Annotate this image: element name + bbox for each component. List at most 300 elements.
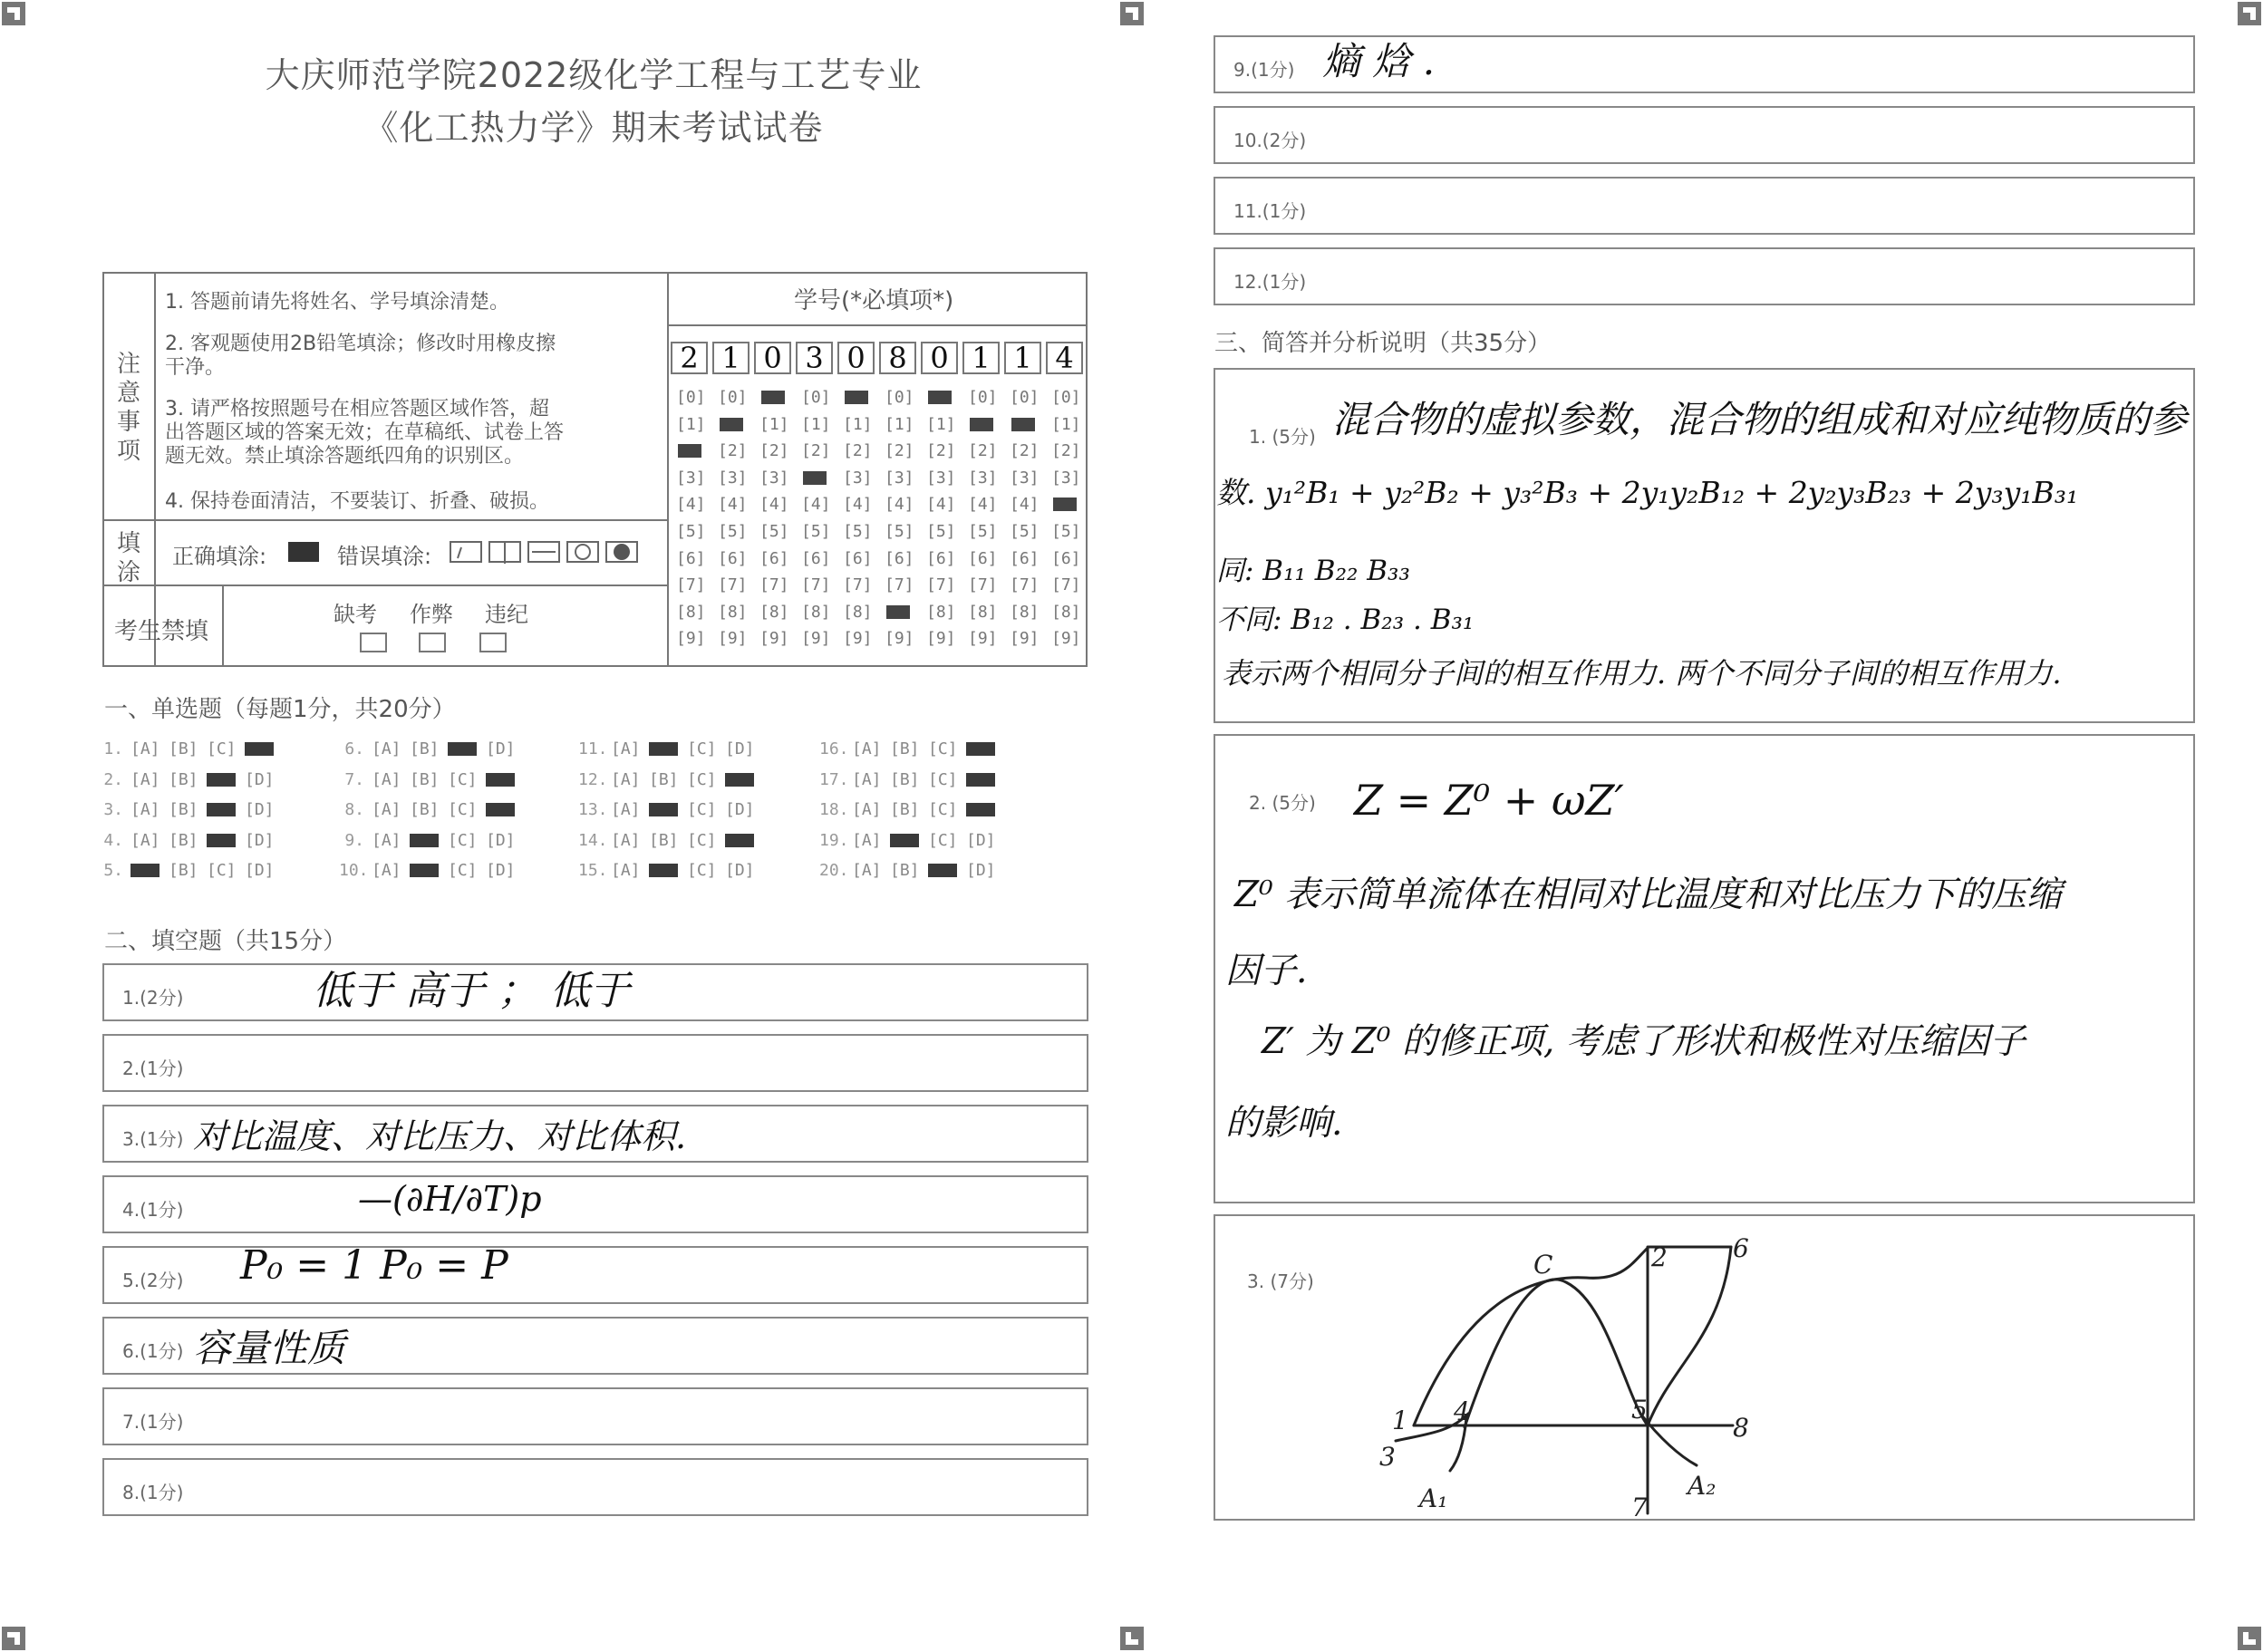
id-bubble[interactable]: [5]	[759, 522, 789, 541]
notice-item-3b: 出答题区域的答案无效；在草稿纸、试卷上答	[165, 421, 565, 444]
mc-option[interactable]	[890, 831, 920, 850]
mc-option[interactable]: [A]	[372, 769, 401, 789]
id-bubble[interactable]: [6]	[801, 548, 831, 568]
correct-fill-label: 正确填涂:	[172, 544, 267, 569]
mc-option[interactable]: [C]	[448, 800, 478, 819]
fill-answer-box	[102, 1175, 1088, 1233]
student-id-digit: 1	[962, 342, 1000, 374]
id-bubble[interactable]: [9]	[676, 629, 706, 649]
registration-mark-top-center	[1118, 0, 1146, 27]
mc-option[interactable]	[245, 739, 275, 758]
mc-option[interactable]: [C]	[928, 800, 958, 819]
id-bubble[interactable]: [6]	[843, 548, 873, 568]
mc-option[interactable]	[649, 861, 679, 880]
id-bubble[interactable]: [9]	[1010, 629, 1040, 649]
id-bubble[interactable]: [7]	[885, 575, 914, 595]
mc-option[interactable]: [C]	[928, 769, 958, 789]
mc-option[interactable]	[649, 800, 679, 819]
mc-option[interactable]: [B]	[890, 769, 920, 789]
mc-option[interactable]	[207, 831, 237, 850]
wrong-fill-label: 错误填涂:	[337, 544, 432, 569]
fill-item-label: 5.(2分)	[122, 1270, 184, 1291]
id-bubble[interactable]: [1]	[1051, 414, 1081, 434]
mc-option[interactable]: [A]	[611, 861, 641, 880]
id-bubble[interactable]: [7]	[676, 575, 706, 595]
mc-option[interactable]: [C]	[448, 769, 478, 789]
id-bubble[interactable]: [1]	[676, 414, 706, 434]
student-id-digit: 4	[1046, 342, 1083, 374]
registration-mark-top-left	[0, 0, 27, 27]
id-bubble[interactable]	[843, 388, 873, 407]
mc-option[interactable]: [B]	[169, 861, 198, 880]
fill-item-answer: 对比温度、对比压力、对比体积.	[193, 1116, 687, 1156]
essay-q2-label: 2. (5分)	[1249, 792, 1316, 814]
id-bubble[interactable]: [4]	[968, 495, 998, 515]
id-bubble[interactable]: [4]	[843, 495, 873, 515]
fill-item-label: 4.(1分)	[122, 1199, 184, 1221]
id-bubble[interactable]: [6]	[1010, 548, 1040, 568]
fill-label: 填涂	[116, 530, 140, 586]
exam-title-line1: 大庆师范学院2022级化学工程与工艺专业	[265, 55, 923, 95]
id-label-divider	[669, 324, 1088, 326]
id-bubble[interactable]	[926, 388, 956, 407]
mc-option[interactable]: [C]	[928, 830, 958, 850]
mc-question-number: 4.	[103, 830, 123, 850]
id-bubble[interactable]: [6]	[968, 548, 998, 568]
mc-option[interactable]: [D]	[725, 800, 755, 819]
mc-question-number: 5.	[103, 861, 123, 880]
id-bubble[interactable]: [3]	[926, 468, 956, 488]
id-bubble[interactable]: [4]	[759, 495, 789, 515]
mc-question-number: 6.	[344, 739, 364, 758]
id-bubble[interactable]: [7]	[968, 575, 998, 595]
mc-question-number: 1.	[103, 739, 123, 758]
id-bubble[interactable]: [8]	[968, 602, 998, 622]
section1-title: 一、单选题（每题1分，共20分）	[104, 696, 456, 723]
id-bubble[interactable]: [1]	[759, 414, 789, 434]
proctor-divider	[222, 584, 224, 667]
mc-option[interactable]: [A]	[852, 861, 882, 880]
mc-option[interactable]	[966, 770, 996, 789]
pv-label-8: 8	[1733, 1413, 1749, 1443]
mc-question-number: 3.	[103, 800, 123, 819]
mc-question-number: 2.	[103, 769, 123, 789]
essay-q2-line1: Z = Z⁰ + ωZ′	[1354, 776, 1624, 825]
id-bubble[interactable]	[1051, 495, 1081, 514]
id-bubble[interactable]: [5]	[926, 522, 956, 541]
pv-label-7: 7	[1631, 1493, 1648, 1516]
mc-option[interactable]	[207, 800, 237, 819]
proctor-label: 考生禁填	[114, 618, 209, 645]
mc-option[interactable]	[725, 831, 755, 850]
fill-item-label: 12.(1分)	[1233, 271, 1307, 293]
mc-option[interactable]: [A]	[852, 800, 882, 819]
id-bubble[interactable]: [3]	[718, 468, 748, 488]
student-id-digit: 0	[837, 342, 875, 374]
student-id-label: 学号(*必填项*)	[794, 287, 954, 314]
notice-divider	[154, 272, 156, 667]
student-id-digit: 2	[671, 342, 708, 374]
mc-option[interactable]: [A]	[372, 800, 401, 819]
mc-option[interactable]: [C]	[448, 830, 478, 850]
registration-mark-bottom-right	[2236, 1625, 2263, 1652]
mc-question-number: 11.	[578, 739, 608, 758]
id-bubble[interactable]	[885, 603, 914, 622]
id-bubble[interactable]: [4]	[926, 495, 956, 515]
mc-question-number: 15.	[578, 861, 608, 880]
mc-option[interactable]: [D]	[486, 739, 516, 758]
fill-answer-box	[102, 1242, 1088, 1304]
id-divider	[667, 272, 669, 667]
fill-answer-box	[102, 1458, 1088, 1516]
id-bubble[interactable]: [5]	[885, 522, 914, 541]
mc-option[interactable]: [D]	[486, 830, 516, 850]
fill-item-label: 2.(1分)	[122, 1058, 184, 1079]
id-bubble[interactable]: [5]	[801, 522, 831, 541]
mc-option[interactable]: [B]	[169, 800, 198, 819]
fill-item-label: 8.(1分)	[122, 1482, 184, 1503]
wrong-fill-examples	[449, 540, 643, 567]
section3-title: 三、简答并分析说明（共35分）	[1214, 330, 1552, 357]
id-bubble[interactable]: [7]	[1051, 575, 1081, 595]
mc-option[interactable]: [C]	[687, 800, 717, 819]
notice-item-2b: 干净。	[165, 356, 226, 379]
mc-question-number: 9.	[344, 830, 364, 850]
mc-question-number: 19.	[819, 830, 849, 850]
id-bubble[interactable]: [5]	[1051, 522, 1081, 541]
id-bubble[interactable]: [6]	[885, 548, 914, 568]
fill-answer-box	[102, 1317, 1088, 1375]
id-bubble[interactable]: [2]	[885, 441, 914, 461]
id-bubble[interactable]: [0]	[968, 388, 998, 407]
essay-q2-line3: 因子.	[1225, 951, 1308, 991]
id-bubble[interactable]: [9]	[968, 629, 998, 649]
mc-question-number: 16.	[819, 739, 849, 758]
fill-item-answer: 低于 高于 ； 低于	[313, 968, 630, 1014]
fill-answer-box	[1214, 35, 2195, 93]
id-bubble[interactable]: [4]	[676, 495, 706, 515]
essay-q1-line1: 混合物的虚拟参数，混合物的组成和对应纯物质的参	[1332, 398, 2187, 441]
fill-answer-box	[1214, 247, 2195, 305]
fill-answer-box	[102, 1387, 1088, 1445]
mc-question-number: 12.	[578, 769, 608, 789]
id-bubble[interactable]: [6]	[1051, 548, 1081, 568]
id-bubble[interactable]: [5]	[968, 522, 998, 541]
mc-option[interactable]: [A]	[852, 739, 882, 758]
mc-option[interactable]: [A]	[372, 861, 401, 880]
fill-answer-box	[1214, 177, 2195, 235]
id-bubble[interactable]: [2]	[968, 441, 998, 461]
mc-question-number: 14.	[578, 830, 608, 850]
id-bubble[interactable]: [0]	[801, 388, 831, 407]
essay-q1-line3: 同: B₁₁ B₂₂ B₃₃	[1216, 555, 1410, 587]
id-bubble[interactable]: [2]	[1051, 441, 1081, 461]
fill-item-answer: 容量性质	[193, 1326, 346, 1370]
id-bubble[interactable]: [2]	[1010, 441, 1040, 461]
mc-question-number: 8.	[344, 800, 364, 819]
id-bubble[interactable]: [7]	[801, 575, 831, 595]
id-bubble[interactable]: [3]	[885, 468, 914, 488]
id-bubble[interactable]	[801, 469, 831, 488]
essay-q1-line2: 数. y₁²B₁ + y₂²B₂ + y₃²B₃ + 2y₁y₂B₁₂ + 2y₂y₃B₂₃ + 2y₃y₁B₃₁	[1216, 475, 2079, 510]
id-bubble[interactable]: [6]	[926, 548, 956, 568]
fill-proctor-divider	[102, 584, 669, 586]
mc-option[interactable]: [A]	[611, 800, 641, 819]
id-bubble[interactable]: [8]	[1010, 602, 1040, 622]
fill-item-answer: 熵 焓 .	[1322, 39, 1436, 83]
id-bubble[interactable]: [6]	[759, 548, 789, 568]
mc-option[interactable]: [D]	[245, 769, 275, 789]
mc-option[interactable]: [A]	[131, 800, 160, 819]
mc-option[interactable]	[410, 861, 440, 880]
id-bubble[interactable]: [4]	[718, 495, 748, 515]
fill-item-label: 9.(1分)	[1233, 59, 1295, 81]
mc-option[interactable]	[649, 739, 679, 758]
id-bubble[interactable]: [1]	[926, 414, 956, 434]
id-bubble[interactable]: [4]	[1010, 495, 1040, 515]
id-bubble[interactable]: [1]	[843, 414, 873, 434]
proctor-cheating-box[interactable]	[419, 633, 446, 652]
essay-q2-line2: Z⁰ 表示简单流体在相同对比温度和对比压力下的压缩	[1234, 874, 2063, 915]
mc-option[interactable]: [A]	[611, 769, 641, 789]
id-bubble[interactable]: [9]	[718, 629, 748, 649]
student-id-digit: 3	[796, 342, 833, 374]
id-bubble[interactable]: [4]	[801, 495, 831, 515]
mc-option[interactable]: [D]	[245, 861, 275, 880]
fill-item-label: 6.(1分)	[122, 1340, 184, 1362]
essay-q1-line5: 表示两个相同分子间的相互作用力. 两个不同分子间的相互作用力.	[1222, 656, 2062, 691]
mc-question-number: 17.	[819, 769, 849, 789]
id-bubble[interactable]	[759, 388, 789, 407]
mc-option[interactable]: [C]	[687, 769, 717, 789]
mc-option[interactable]: [D]	[966, 861, 996, 880]
mc-option[interactable]: [D]	[245, 800, 275, 819]
exam-title-line2: 《化工热力学》期末考试试卷	[363, 108, 824, 148]
registration-mark-bottom-center	[1118, 1625, 1146, 1652]
fill-item-label: 7.(1分)	[122, 1411, 184, 1433]
registration-mark-bottom-left	[0, 1625, 27, 1652]
id-bubble[interactable]: [9]	[843, 629, 873, 649]
fill-item-answer: P₀ = 1 P₀ = P	[240, 1242, 508, 1289]
id-bubble[interactable]: [0]	[718, 388, 748, 407]
fill-answer-box	[102, 963, 1088, 1021]
student-id-digit: 0	[754, 342, 791, 374]
id-bubble[interactable]: [7]	[759, 575, 789, 595]
id-bubble[interactable]: [1]	[885, 414, 914, 434]
mc-option[interactable]	[131, 861, 160, 880]
id-bubble[interactable]: [9]	[885, 629, 914, 649]
mc-option[interactable]: [A]	[852, 769, 882, 789]
section2-title: 二、填空题（共15分）	[104, 928, 347, 955]
id-bubble[interactable]: [3]	[1051, 468, 1081, 488]
mc-option[interactable]: [B]	[890, 800, 920, 819]
id-bubble[interactable]: [8]	[801, 602, 831, 622]
mc-option[interactable]: [A]	[131, 769, 160, 789]
essay-q1-label: 1. (5分)	[1249, 426, 1316, 448]
mc-option[interactable]: [B]	[169, 830, 198, 850]
mc-question-number: 10.	[339, 861, 369, 880]
id-bubble[interactable]: [0]	[885, 388, 914, 407]
id-bubble[interactable]: [9]	[759, 629, 789, 649]
mc-option[interactable]: [C]	[207, 861, 237, 880]
mc-option[interactable]: [B]	[649, 769, 679, 789]
id-bubble[interactable]: [9]	[1051, 629, 1081, 649]
mc-option[interactable]	[486, 800, 516, 819]
mc-option[interactable]: [A]	[611, 830, 641, 850]
id-bubble[interactable]: [3]	[759, 468, 789, 488]
mc-option[interactable]: [B]	[410, 739, 440, 758]
mc-option[interactable]: [B]	[890, 739, 920, 758]
id-bubble[interactable]: [9]	[926, 629, 956, 649]
mc-option[interactable]: [C]	[207, 739, 237, 758]
proctor-violation-box[interactable]	[479, 633, 507, 652]
mc-option[interactable]: [A]	[372, 830, 401, 850]
id-bubble[interactable]: [1]	[801, 414, 831, 434]
mc-option[interactable]	[928, 861, 958, 880]
mc-option[interactable]	[966, 739, 996, 758]
mc-question-number: 18.	[819, 800, 849, 819]
id-bubble[interactable]: [3]	[676, 468, 706, 488]
essay-q2-line4: Z′ 为 Z⁰ 的修正项, 考虑了形状和极性对压缩因子	[1262, 1021, 2026, 1062]
mc-option[interactable]	[725, 770, 755, 789]
id-bubble[interactable]: [7]	[843, 575, 873, 595]
mc-option[interactable]: [A]	[611, 739, 641, 758]
id-bubble[interactable]: [0]	[676, 388, 706, 407]
id-bubble[interactable]: [8]	[759, 602, 789, 622]
id-bubble[interactable]: [8]	[926, 602, 956, 622]
mc-question-number: 7.	[344, 769, 364, 789]
fill-item-label: 3.(1分)	[122, 1128, 184, 1150]
mc-option[interactable]	[207, 770, 237, 789]
id-bubble[interactable]: [3]	[1010, 468, 1040, 488]
mc-option[interactable]: [D]	[725, 739, 755, 758]
proctor-cheating: 作弊	[410, 602, 453, 627]
id-bubble[interactable]: [4]	[885, 495, 914, 515]
correct-fill-example	[288, 542, 319, 562]
id-bubble[interactable]: [2]	[801, 441, 831, 461]
id-bubble[interactable]: [8]	[718, 602, 748, 622]
id-bubble[interactable]: [7]	[926, 575, 956, 595]
fill-item-answer: —(∂H/∂T)p	[358, 1179, 542, 1219]
notice-item-2: 2. 客观题使用2B铅笔填涂；修改时用橡皮擦	[165, 333, 556, 355]
mc-option[interactable]: [A]	[372, 739, 401, 758]
pv-label-5: 5	[1631, 1395, 1648, 1425]
pv-label-C: C	[1533, 1250, 1553, 1280]
mc-option[interactable]: [B]	[169, 769, 198, 789]
id-bubble[interactable]: [5]	[843, 522, 873, 541]
mc-option[interactable]: [B]	[890, 861, 920, 880]
pv-label-1: 1	[1392, 1406, 1408, 1435]
mc-option[interactable]: [C]	[448, 861, 478, 880]
id-bubble[interactable]: [8]	[843, 602, 873, 622]
student-id-digit: 8	[879, 342, 916, 374]
id-bubble[interactable]: [6]	[718, 548, 748, 568]
id-bubble[interactable]	[968, 415, 998, 434]
mc-option[interactable]: [C]	[687, 861, 717, 880]
mc-option[interactable]	[486, 770, 516, 789]
id-bubble[interactable]	[676, 441, 706, 460]
id-bubble[interactable]: [2]	[718, 441, 748, 461]
mc-option[interactable]: [C]	[687, 830, 717, 850]
mc-option[interactable]: [D]	[725, 861, 755, 880]
notice-item-1: 1. 答题前请先将姓名、学号填涂清楚。	[165, 291, 509, 314]
proctor-absent: 缺考	[334, 602, 377, 627]
id-bubble[interactable]: [3]	[968, 468, 998, 488]
essay-q2-line5: 的影响.	[1225, 1103, 1343, 1144]
student-id-digit: 1	[712, 342, 749, 374]
id-bubble[interactable]: [7]	[1010, 575, 1040, 595]
id-bubble[interactable]	[718, 415, 748, 434]
mc-option[interactable]: [B]	[410, 769, 440, 789]
pv-diagram-sketch	[1359, 1228, 1794, 1516]
mc-option[interactable]: [B]	[649, 830, 679, 850]
id-bubble[interactable]: [0]	[1051, 388, 1081, 407]
notice-item-4: 4. 保持卷面清洁，不要装订、折叠、破损。	[165, 490, 549, 513]
pv-label-3: 3	[1379, 1442, 1396, 1472]
notice-item-3: 3. 请严格按照题号在相应答题区域作答，超	[165, 398, 549, 420]
id-bubble[interactable]: [6]	[676, 548, 706, 568]
notice-label: 注意事项	[116, 351, 140, 465]
pv-label-6: 6	[1733, 1233, 1749, 1263]
id-bubble[interactable]: [5]	[676, 522, 706, 541]
mc-option[interactable]: [D]	[245, 830, 275, 850]
student-id-digit: 0	[921, 342, 958, 374]
fill-item-label: 1.(2分)	[122, 987, 184, 1009]
proctor-absent-box[interactable]	[360, 633, 387, 652]
fill-answer-box	[1214, 106, 2195, 164]
id-bubble[interactable]: [0]	[1010, 388, 1040, 407]
student-id-digit: 1	[1004, 342, 1041, 374]
mc-option[interactable]: [A]	[131, 739, 160, 758]
id-bubble[interactable]	[1010, 415, 1040, 434]
notice-fill-divider	[102, 519, 669, 521]
fill-answer-box	[102, 1034, 1088, 1092]
id-bubble[interactable]: [2]	[759, 441, 789, 461]
mc-option[interactable]: [D]	[486, 861, 516, 880]
id-bubble[interactable]: [8]	[676, 602, 706, 622]
mc-option[interactable]: [C]	[928, 739, 958, 758]
fill-item-label: 10.(2分)	[1233, 130, 1307, 151]
mc-option[interactable]: [A]	[852, 830, 882, 850]
registration-mark-top-right	[2236, 0, 2263, 27]
mc-question-number: 13.	[578, 800, 608, 819]
mc-option[interactable]: [A]	[131, 830, 160, 850]
id-bubble[interactable]: [5]	[1010, 522, 1040, 541]
id-bubble[interactable]: [9]	[801, 629, 831, 649]
id-bubble[interactable]: [2]	[843, 441, 873, 461]
id-bubble[interactable]: [3]	[843, 468, 873, 488]
id-bubble[interactable]: [2]	[926, 441, 956, 461]
mc-option[interactable]: [B]	[169, 739, 198, 758]
id-bubble[interactable]: [8]	[1051, 602, 1081, 622]
mc-option[interactable]: [C]	[687, 739, 717, 758]
notice-item-3c: 题无效。禁止填涂答题纸四角的识别区。	[165, 445, 525, 468]
mc-option[interactable]: [D]	[966, 830, 996, 850]
pv-label-A2: A₂	[1688, 1471, 1717, 1501]
pv-label-2: 2	[1651, 1242, 1668, 1272]
mc-option[interactable]	[410, 831, 440, 850]
essay-q1-line4: 不同: B₁₂ . B₂₃ . B₃₁	[1216, 604, 1475, 636]
mc-question-number: 20.	[819, 861, 849, 880]
id-bubble[interactable]: [5]	[718, 522, 748, 541]
pv-label-A1: A₁	[1419, 1483, 1448, 1513]
id-bubble[interactable]: [7]	[718, 575, 748, 595]
mc-option[interactable]	[966, 800, 996, 819]
mc-option[interactable]	[448, 739, 478, 758]
pv-label-4: 4	[1454, 1396, 1470, 1426]
mc-option[interactable]: [B]	[410, 800, 440, 819]
proctor-violation: 违纪	[485, 602, 528, 627]
